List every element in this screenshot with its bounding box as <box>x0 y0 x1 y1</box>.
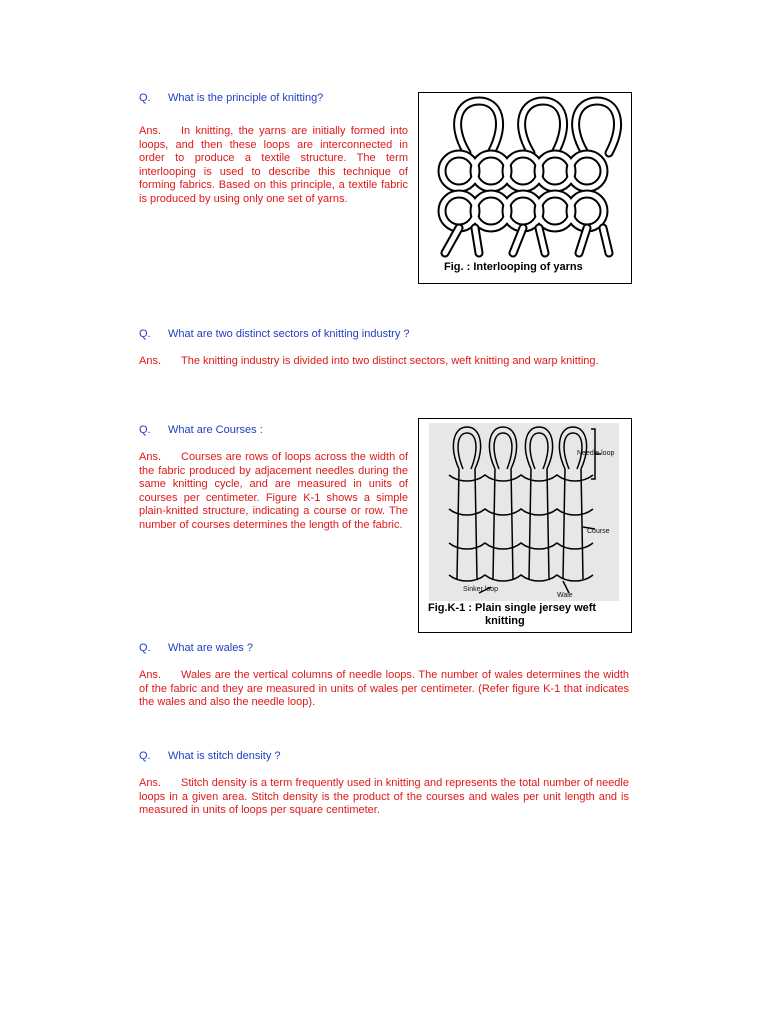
question-label: Q. <box>139 750 151 762</box>
question-text: What is the principle of knitting? <box>168 92 324 104</box>
sinker-loop-label: Sinker loop <box>463 586 499 593</box>
answer-label: Ans. <box>139 451 162 463</box>
answer-3 <box>139 451 408 532</box>
plain-jersey-illustration <box>419 419 631 604</box>
question-3 <box>139 424 409 437</box>
figure-caption: Fig. : Interlooping of yarns <box>444 261 583 273</box>
question-label: Q. <box>139 424 151 436</box>
question-1 <box>139 92 409 105</box>
answer-label: Ans. <box>139 125 162 137</box>
answer-text: Wales are the vertical columns of needle loops. The number of wales determines the width of the fabric and they are measured in units of wales per centimeter. (Refer figure K-1 that indicates the wales and also the needle loop). <box>139 669 629 708</box>
question-text: What are Courses : <box>168 424 263 436</box>
answer-label: Ans. <box>139 355 162 367</box>
answer-text: In knitting, the yarns are initially formed into loops, and then these loops are interconnected in order to produce a textile structure. The term interlooping is used to describe this technique of forming fabrics. Based on this principle, a textile fabric is produced by using only one set of yarns. <box>139 125 408 205</box>
figure-k1 <box>418 418 632 633</box>
figure-interlooping <box>418 92 632 284</box>
question-label: Q. <box>139 328 151 340</box>
answer-text: The knitting industry is divided into two distinct sectors, weft knitting and warp knitting. <box>181 355 599 367</box>
answer-1 <box>139 125 408 206</box>
needle-loop-label: Needle loop <box>577 450 615 457</box>
figure-caption-line-1: Fig.K-1 : Plain single jersey weft <box>428 602 597 614</box>
question-5 <box>139 750 409 763</box>
question-text: What are two distinct sectors of knitting industry ? <box>168 328 410 340</box>
question-label: Q. <box>139 92 151 104</box>
answer-label: Ans. <box>139 669 162 681</box>
question-4 <box>139 642 409 655</box>
course-label: Course <box>587 528 610 535</box>
answer-2 <box>139 355 629 369</box>
question-text: What is stitch density ? <box>168 750 281 762</box>
answer-4 <box>139 669 629 710</box>
question-label: Q. <box>139 642 151 654</box>
question-text: What are wales ? <box>168 642 253 654</box>
question-2 <box>139 328 619 341</box>
interlooping-yarns-illustration <box>419 93 631 283</box>
wale-label: Wale <box>557 592 573 599</box>
answer-label: Ans. <box>139 777 162 789</box>
answer-5 <box>139 777 629 818</box>
answer-text: Courses are rows of loops across the width of the fabric produced by adjacement needles during the same knitting cycle, and are measured in units of courses per centimeter. Figure K-1 shows a simple plain-knitted structure, indicating a course or row. The number of courses determines the length of the fabric. <box>139 451 408 531</box>
answer-text: Stitch density is a term frequently used in knitting and represents the total number of needle loops in a given area. Stitch density is the product of the courses and wales per unit length and is measured in units of loops per square centimeter. <box>139 777 629 816</box>
figure-caption-line-2: knitting <box>485 615 525 627</box>
